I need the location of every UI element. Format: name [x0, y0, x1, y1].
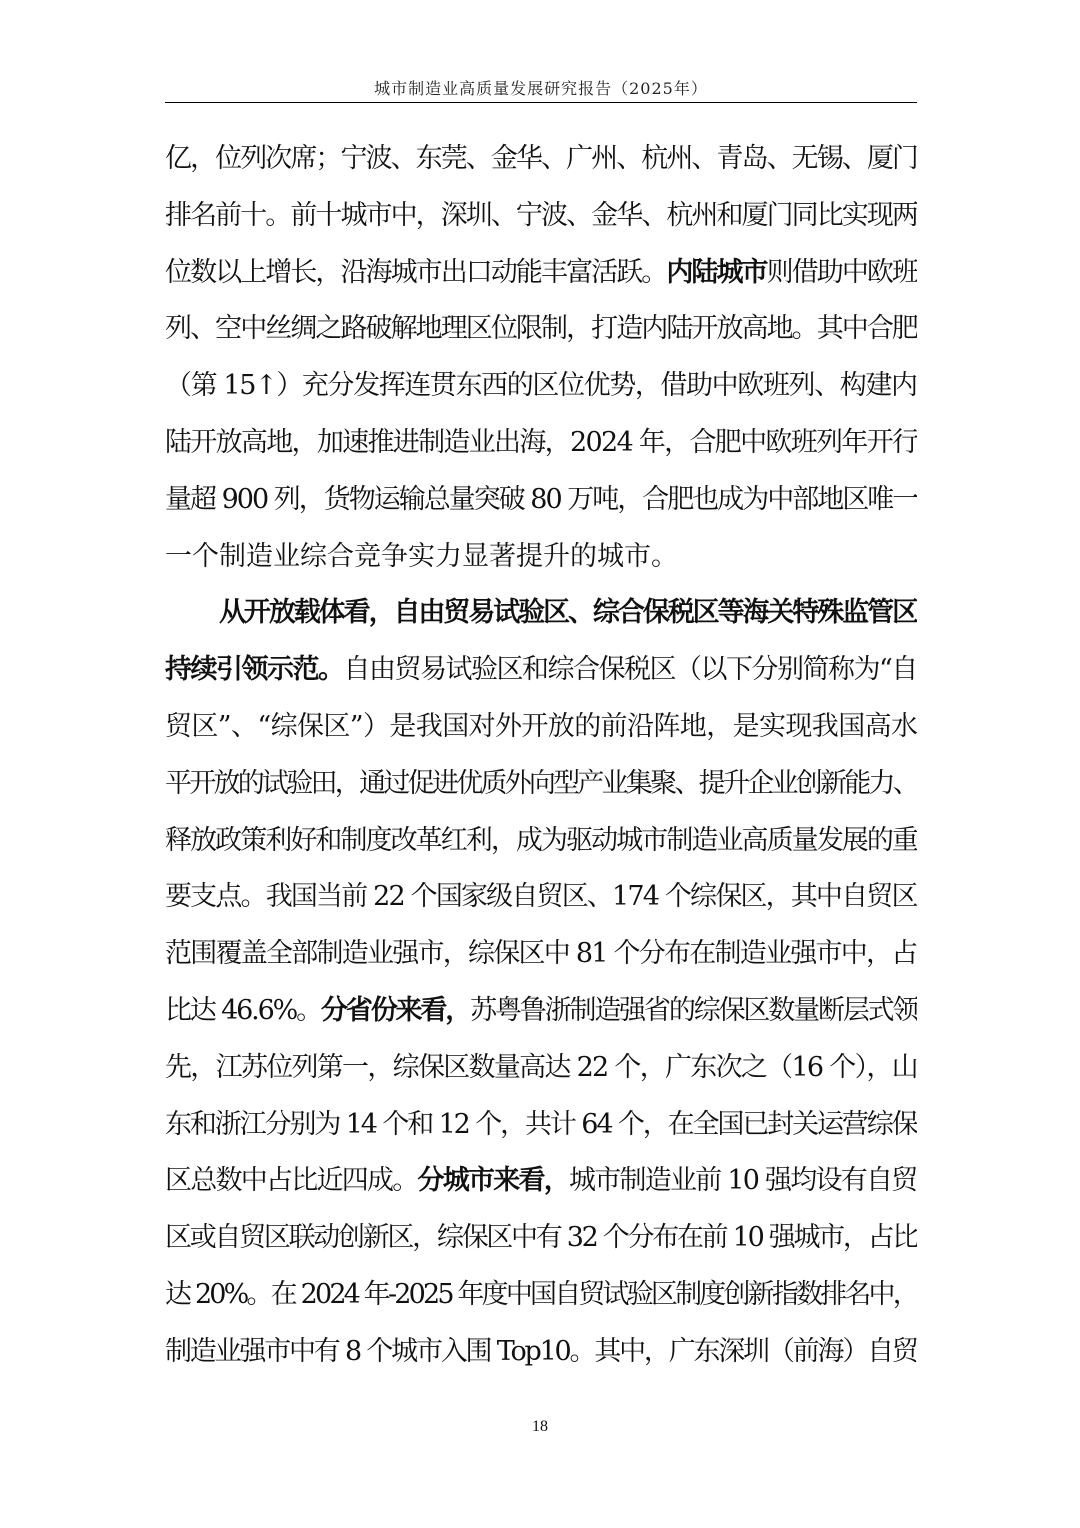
text-line	[165, 415, 917, 472]
text-line	[165, 358, 917, 415]
text-line	[165, 1267, 917, 1324]
text-line	[165, 756, 917, 813]
text-line	[165, 1040, 917, 1097]
text-line	[165, 131, 917, 188]
text-run: 亿，位列次席；宁波、东莞、金华、广州、杭州、青岛、无锡、厦门	[165, 143, 917, 174]
text-run: 制造业强市中有 8 个城市入围 Top10。其中，广东深圳（前海）自贸	[165, 1335, 917, 1367]
page-number: 18	[532, 1418, 548, 1435]
text-line	[165, 529, 917, 586]
text-line	[165, 983, 917, 1040]
bold-phrase: 内陆城市	[666, 256, 767, 288]
text-line	[165, 1097, 917, 1154]
text-run: 贸区”、“综保区”）是我国对外开放的前沿阵地，是实现我国高水	[165, 710, 917, 742]
text-run: 先，江苏位列第一，综保区数量高达 22 个，广东次之（16 个），山	[165, 1051, 917, 1083]
text-run: 范围覆盖全部制造业强市，综保区中 81 个分布在制造业强市中，占	[165, 938, 917, 970]
text-line	[165, 642, 917, 699]
text-line	[165, 585, 917, 642]
text-line	[165, 869, 917, 926]
text-line	[165, 813, 917, 870]
text-run: 城市制造业前 10 强均设有自贸	[569, 1165, 917, 1197]
text-run: 陆开放高地，加速推进制造业出海，2024 年，合肥中欧班列年开行	[165, 426, 917, 458]
text-line	[165, 1153, 917, 1210]
text-run: 一个制造业综合竞争实力显著提升的城市。	[165, 540, 678, 572]
text-run: 要支点。我国当前 22 个国家级自贸区、174 个综保区，其中自贸区	[165, 881, 917, 913]
text-run: 量超 900 列，货物运输总量突破 80 万吨，合肥也成为中部地区唯一	[165, 483, 917, 515]
text-line	[165, 301, 917, 358]
bold-phrase: 分城市来看，	[417, 1165, 569, 1197]
text-run: 比达 46.6%。	[165, 994, 321, 1026]
bold-phrase: 分省份来看，	[321, 994, 471, 1026]
text-run: 位数以上增长，沿海城市出口动能丰富活跃。	[165, 256, 667, 288]
text-run: 平开放的试验田，通过促进优质外向型产业集聚、提升企业创新能力、	[165, 767, 917, 799]
text-line	[165, 1210, 917, 1267]
text-run: 达 20%。在 2024 年-2025 年度中国自贸试验区制度创新指数排名中，	[165, 1278, 917, 1310]
text-run: 区总数中占比近四成。	[165, 1165, 418, 1197]
text-line	[165, 1324, 917, 1381]
text-run: （第 15↑）充分发挥连贯东西的区位优势，借助中欧班列、构建内	[165, 370, 917, 402]
text-run: 自由贸易试验区和综合保税区（以下分别简称为“自	[343, 654, 917, 686]
header-divider	[165, 102, 917, 103]
running-header: 城市制造业高质量发展研究报告（2025年）	[374, 79, 708, 98]
text-run: 排名前十。前十城市中，深圳、宁波、金华、杭州和厦门同比实现两	[165, 199, 917, 231]
text-line	[165, 245, 917, 302]
text-line	[165, 188, 917, 245]
text-run: 释放政策利好和制度改革红利，成为驱动城市制造业高质量发展的重	[165, 824, 917, 856]
text-line	[165, 926, 917, 983]
bold-phrase: 从开放载体看，自由贸易试验区、综合保税区等海关特殊监管区	[219, 597, 917, 629]
text-run: 则借助中欧班	[766, 256, 917, 288]
text-line	[165, 472, 917, 529]
text-run: 区或自贸区联动创新区，综保区中有 32 个分布在前 10 强城市，占比	[165, 1222, 917, 1254]
text-run: 苏粤鲁浙制造强省的综保区数量断层式领	[470, 994, 917, 1026]
bold-phrase: 持续引领示范。	[165, 654, 344, 686]
text-run: 列、空中丝绸之路破解地理区位限制，打造内陆开放高地。其中合肥	[165, 313, 917, 345]
text-line	[165, 699, 917, 756]
body-text	[165, 131, 917, 1381]
text-run: 东和浙江分别为 14 个和 12 个，共计 64 个，在全国已封关运营综保	[165, 1108, 917, 1140]
